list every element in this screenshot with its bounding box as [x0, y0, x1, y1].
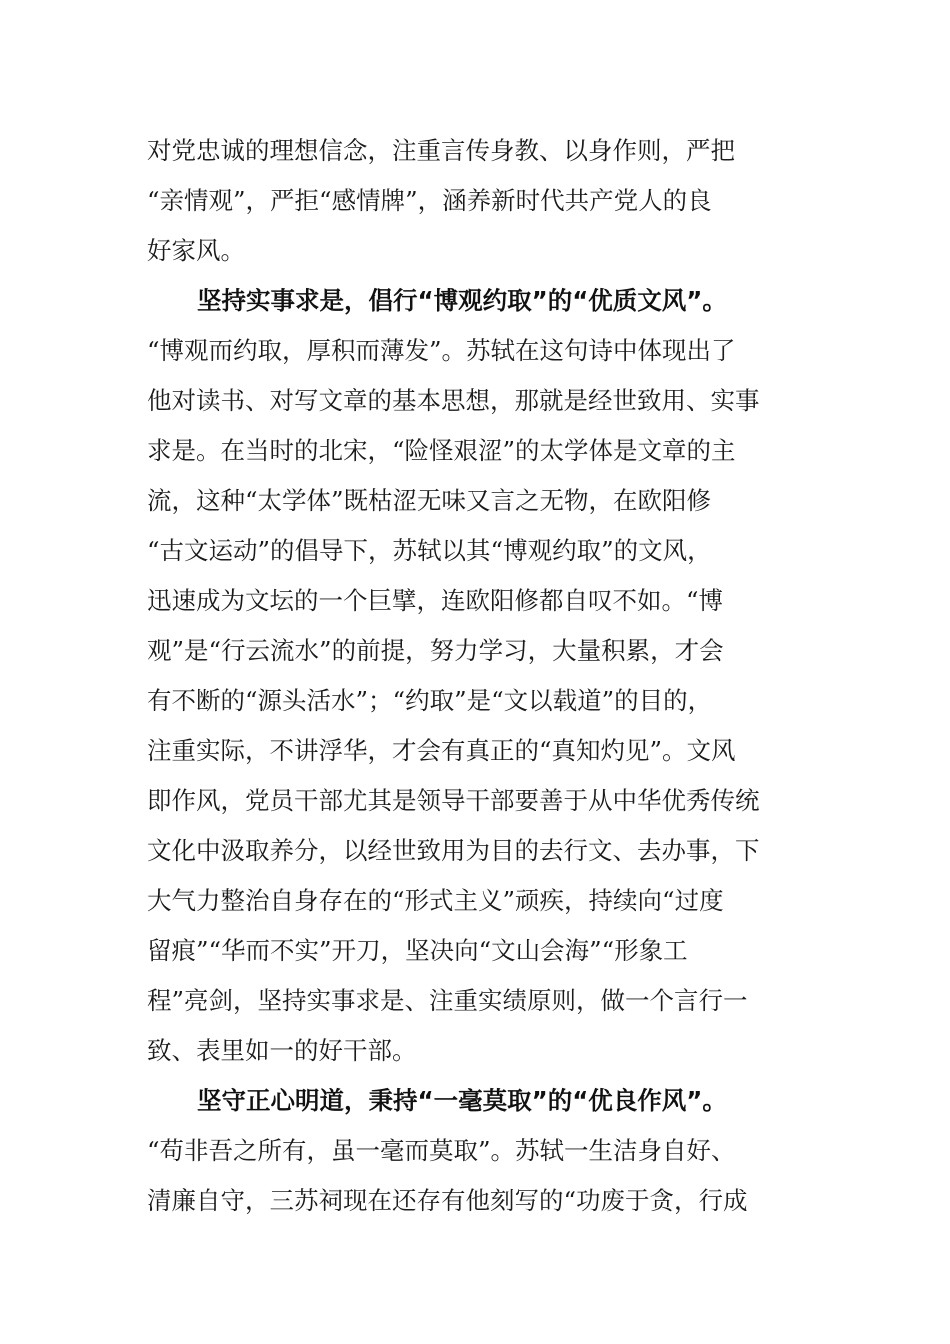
text-line: 大气力整治自身存在的“形式主义”顽疾，持续向“过度: [147, 886, 724, 915]
text-line: “亲情观”，严拒“感情牌”，涵养新时代共产党人的良: [147, 186, 712, 215]
text-line: 有不断的“源头活水”；“约取”是“文以载道”的目的，: [147, 686, 713, 715]
text-line: 流，这种“太学体”既枯涩无味又言之无物，在欧阳修: [147, 486, 712, 515]
text-line: 留痕”“华而不实”开刀，坚决向“文山会海”“形象工: [147, 936, 688, 965]
text-line: “古文运动”的倡导下，苏轼以其“博观约取”的文风，: [147, 536, 712, 565]
text-line: 程”亮剑，坚持实事求是、注重实绩原则，做一个言行一: [147, 986, 748, 1015]
text-line: 文化中汲取养分，以经世致用为目的去行文、去办事，下: [147, 836, 760, 865]
section-heading: 坚持实事求是，倡行“博观约取”的“优质文风”。: [197, 286, 727, 315]
text-line: 好家风。: [147, 236, 245, 265]
text-line: 对党忠诚的理想信念，注重言传身教、以身作则，严把: [147, 136, 735, 165]
text-line: 他对读书、对写文章的基本思想，那就是经世致用、实事: [147, 386, 760, 415]
text-line: “博观而约取，厚积而薄发”。苏轼在这句诗中体现出了: [147, 336, 736, 365]
section-heading: 坚守正心明道，秉持“一毫莫取”的“优良作风”。: [197, 1086, 727, 1115]
text-line: 清廉自守，三苏祠现在还存有他刻写的“功废于贪，行成: [147, 1186, 748, 1215]
text-line: 迅速成为文坛的一个巨擘，连欧阳修都自叹不如。“博: [147, 586, 724, 615]
text-line: 观”是“行云流水”的前提，努力学习，大量积累，才会: [147, 636, 724, 665]
text-line: 即作风，党员干部尤其是领导干部要善于从中华优秀传统: [147, 786, 760, 815]
text-line: “苟非吾之所有，虽一毫而莫取”。苏轼一生洁身自好、: [147, 1136, 736, 1165]
text-line: 求是。在当时的北宋，“险怪艰涩”的太学体是文章的主: [147, 436, 736, 465]
text-line: 注重实际，不讲浮华，才会有真正的“真知灼见”。文风: [147, 736, 736, 765]
text-line: 致、表里如一的好干部。: [147, 1036, 417, 1065]
